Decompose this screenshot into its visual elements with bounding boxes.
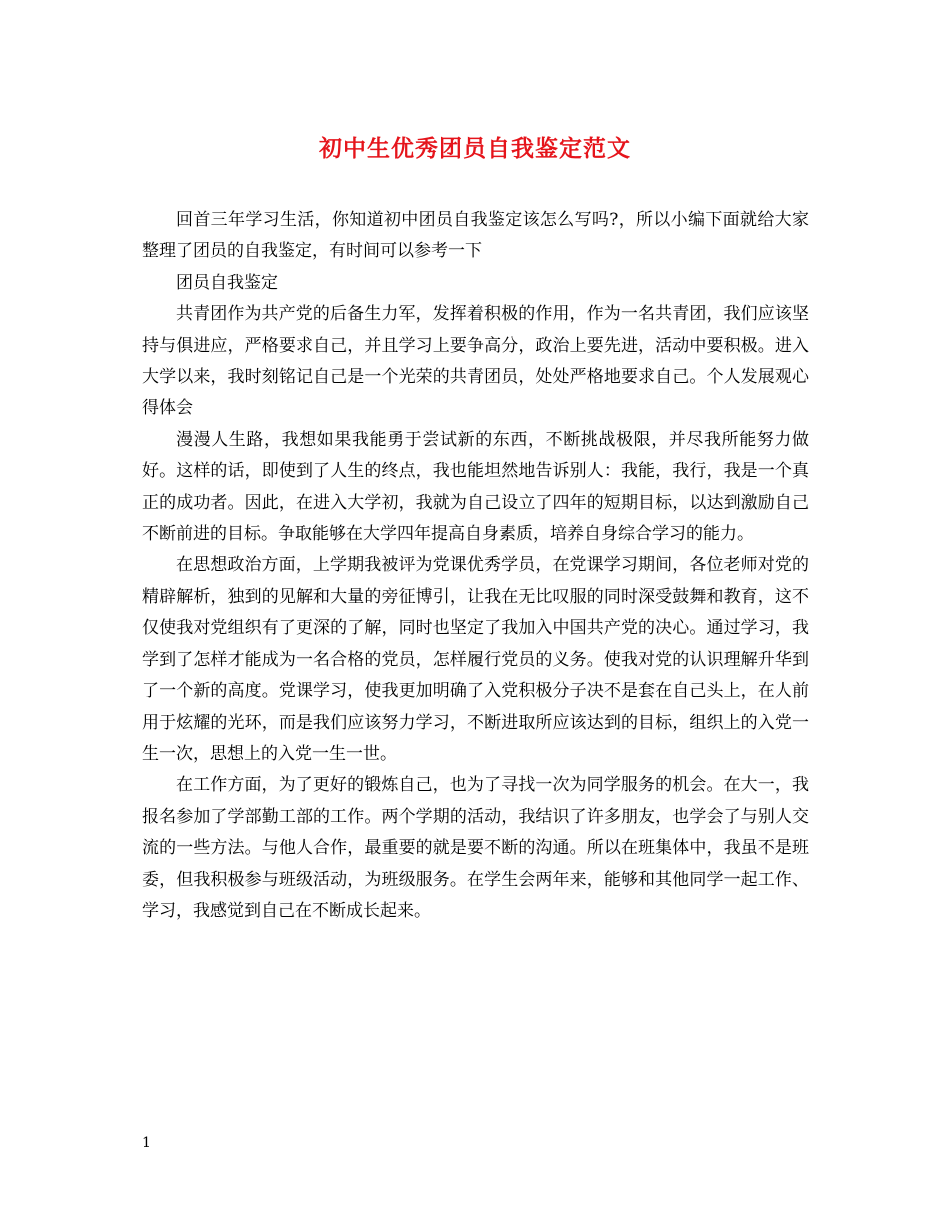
paragraph-political-thought: 在思想政治方面，上学期我被评为党课优秀学员，在党课学习期间，各位老师对党的精辟解析，独到的见解和大量的旁征博引，让我在无比叹服的同时深受鼓舞和教育，这不仅使我对党组织有了更深的了解，同时也坚定了我加入中国共产党的决心。通过学习，我学到了怎样才能成为一名合格的党员，怎样履行党员的义务。使我对党的认识理解升华到了一个新的高度。党课学习，使我更加明确了入党积极分子决不是套在自己头上，在人前用于炫耀的光环，而是我们应该努力学习，不断进取所应该达到的目标，组织上的入党一生一次，思想上的入党一生一世。 — [142, 555, 809, 764]
paragraph-league-role: 共青团作为共产党的后备生力军，发挥着积极的作用，作为一名共青团，我们应该坚持与俱进应，严格要求自己，并且学习上要争高分，政治上要先进，活动中要积极。进入大学以来，我时刻铭记自己是一个光荣的共青团员，处处严格地要求自己。个人发展观心得体会 — [142, 304, 809, 419]
paragraph-life-goals: 漫漫人生路，我想如果我能勇于尝试新的东西，不断挑战极限，并尽我所能努力做好。这样的话，即使到了人生的终点，我也能坦然地告诉别人：我能，我行，我是一个真正的成功者。因此，在进入大学初，我就为自己设立了四年的短期目标，以达到激励自己不断前进的目标。争取能够在大学四年提高自身素质，培养自身综合学习的能力。 — [142, 429, 809, 545]
paragraph-work: 在工作方面，为了更好的锻炼自己，也为了寻找一次为同学服务的机会。在大一，我报名参加了学部勤工部的工作。两个学期的活动，我结识了许多朋友，也学会了与别人交流的一些方法。与他人合作，最重要的就是要不断的沟通。所以在班集体中，我虽不是班委，但我积极参与班级活动，为班级服务。在学生会两年来，能够和其他同学一起工作、学习，我感觉到自己在不断成长起来。 — [142, 775, 809, 921]
paragraph-section-heading: 团员自我鉴定 — [176, 272, 278, 293]
document-body — [142, 205, 809, 927]
page-number: 1 — [142, 1135, 151, 1151]
document-title: 初中生优秀团员自我鉴定范文 — [319, 135, 631, 162]
paragraph-intro: 回首三年学习生活，你知道初中团员自我鉴定该怎么写吗?，所以小编下面就给大家整理了团员的自我鉴定，有时间可以参考一下 — [142, 210, 809, 262]
